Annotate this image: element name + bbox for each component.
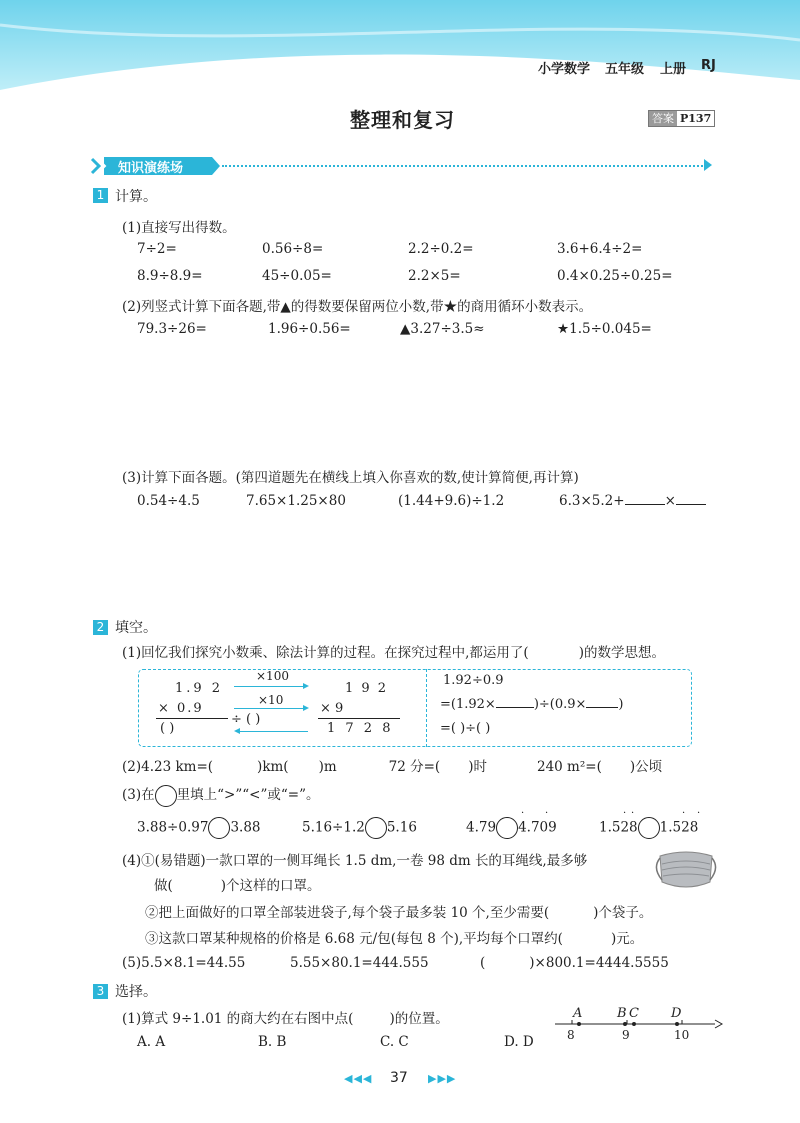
q2-p4-line1: (4)①(易错题)一款口罩的一侧耳绳长 1.5 dm,一卷 98 dm 长的耳绳线,最多够 [122,853,588,869]
q1-title: 计算。 [115,189,157,205]
point-label: A [573,1006,583,1021]
q3-p1-label: (1)算式 9÷1.01 的商大约在右图中点( )的位置。 [122,1011,449,1027]
q1-p1-item: 8.9÷8.9= [137,268,203,284]
q3-option-a[interactable]: A. A [137,1034,166,1050]
q1-p3-item: 0.54÷4.5 [137,493,200,509]
q1-p1-item: 0.4×0.25÷0.25= [557,268,673,284]
arrow-line [234,686,304,687]
arrow-label-x10: ×10 [258,693,284,707]
box-right-r2: =(1.92× )÷(0.9× ) [440,697,624,712]
arrow-right-icon [303,705,309,711]
q1-p2-item: ▲3.27÷3.5≈ [400,321,485,337]
compare-item: 1.528 1.528 [599,817,698,839]
arrow-left-icon [234,728,240,734]
q2-p1-text: (1)回忆我们探究小数乘、除法计算的过程。在探究过程中,都运用了( )的数学思想。 [122,645,665,661]
repeat-dot: · [697,808,701,819]
q1-p2-item: ★1.5÷0.045= [557,321,652,337]
q1-p1-item: 2.2÷0.2= [408,241,474,257]
q1-p3-label: (3)计算下面各题。(第四道题先在横线上填入你喜欢的数,使计算简便,再计算) [122,470,579,486]
header-subject: 小学数学 [538,62,591,77]
answer-blank[interactable] [625,504,665,505]
q1-p1-item: 2.2×5= [408,268,461,284]
q1-p1-item: 0.56÷8= [262,241,324,257]
vertical-calc-a1: 1.9 2 [175,681,224,696]
header-edition: RJ [701,58,716,73]
tick-label: 10 [674,1028,690,1042]
compare-circle[interactable] [638,817,660,839]
q2-p4-line4: ③这款口罩某种规格的价格是 6.68 元/包(每包 8 个),平均每个口罩约( )元。 [145,931,644,947]
q1-p1-item: 45÷0.05= [262,268,332,284]
vertical-calc-b2: × 9 [320,701,344,716]
q1-p1-item: 3.6+6.4÷2= [557,241,643,257]
q1-p3-item: 7.65×1.25×80 [246,493,346,509]
repeat-dot: · [682,808,686,819]
q2-p5-a: (5)5.5×8.1=44.55 [122,955,246,971]
q2-p2-text: (2)4.23 km=( )km( )m 72 分=( )时 240 m²=( )公顷 [122,759,663,775]
answer-ref [648,110,715,127]
q3-title: 选择。 [115,984,157,1000]
compare-circle[interactable] [365,817,387,839]
vertical-calc-a2: × 0.9 [158,701,204,716]
section-divider [222,165,706,167]
calc-line [318,718,400,719]
point-label: C [629,1006,639,1021]
tick-label: 9 [622,1028,630,1042]
header-grade: 五年级 [605,62,645,77]
tick-label: 8 [567,1028,575,1042]
repeat-dot: · [623,808,627,819]
arrow-label-div: ÷ ( ) [231,712,261,727]
repeat-dot: · [545,808,549,819]
arrow-line [240,731,308,732]
header-volume: 上册 [660,62,687,77]
q1-number: 1 [93,188,108,203]
method-box-divider [426,669,427,747]
point-label: B [617,1006,627,1021]
section-label: 知识演练场 [118,161,184,176]
q1-p2-label: (2)列竖式计算下面各题,带▲的得数要保留两位小数,带★的商用循环小数表示。 [122,299,593,315]
q1-p1-item: 7÷2= [137,241,177,257]
repeat-dot: · [631,808,635,819]
answer-page: P137 [680,112,712,125]
q3-option-d[interactable]: D. D [504,1034,534,1050]
compare-item: 5.16÷1.2 5.16 [302,817,417,839]
q3-option-b[interactable]: B. B [258,1034,287,1050]
page-number: 37 [390,1070,408,1086]
section-arrow-icon [704,159,712,171]
q2-p4-line2: 做( )个这样的口罩。 [154,878,321,894]
answer-label: 答案 [649,111,677,126]
box-right-r1: 1.92÷0.9 [443,673,504,688]
prev-page-icon[interactable]: ◀◀◀ [344,1072,373,1085]
compare-circle[interactable] [496,817,518,839]
calc-line [156,718,228,719]
q1-p3-item: 6.3×5.2+ × [559,493,706,509]
compare-circle [155,785,177,807]
answer-blank[interactable] [676,504,706,505]
q2-p3-label: (3)在 里填上“>”“<”或“=”。 [122,783,319,807]
q2-p4-line3: ②把上面做好的口罩全部装进袋子,每个袋子最多装 10 个,至少需要( )个袋子。 [145,905,653,921]
q2-p5-b: 5.55×80.1=444.555 [290,955,429,971]
q1-p3-item: (1.44+9.6)÷1.2 [398,493,505,509]
compare-circle[interactable] [208,817,230,839]
q1-p2-item: 1.96÷0.56= [268,321,351,337]
point-label: D [671,1006,682,1021]
page-title: 整理和复习 [350,108,455,132]
q2-p5-c: ( )×800.1=4444.5555 [480,955,669,971]
compare-item: 3.88÷0.97 3.88 [137,817,261,839]
vertical-calc-a3: ( ) [160,721,175,736]
next-page-icon[interactable]: ▶▶▶ [428,1072,457,1085]
box-right-r3: =( )÷( ) [440,721,491,736]
q2-title: 填空。 [115,620,157,636]
compare-item: 4.79 4.709 [466,817,557,839]
arrow-right-icon [303,683,309,689]
q2-number: 2 [93,620,108,635]
repeat-dot: · [521,808,525,819]
q1-p1-label: (1)直接写出得数。 [122,220,236,236]
q3-number: 3 [93,984,108,999]
arrow-label-x100: ×100 [256,669,289,683]
q1-p2-item: 79.3÷26= [137,321,207,337]
face-mask-image [652,846,720,894]
vertical-calc-b3: 1 7 2 8 [327,721,394,736]
arrow-line [234,708,304,709]
q3-option-c[interactable]: C. C [380,1034,409,1050]
vertical-calc-b1: 1 9 2 [345,681,389,696]
